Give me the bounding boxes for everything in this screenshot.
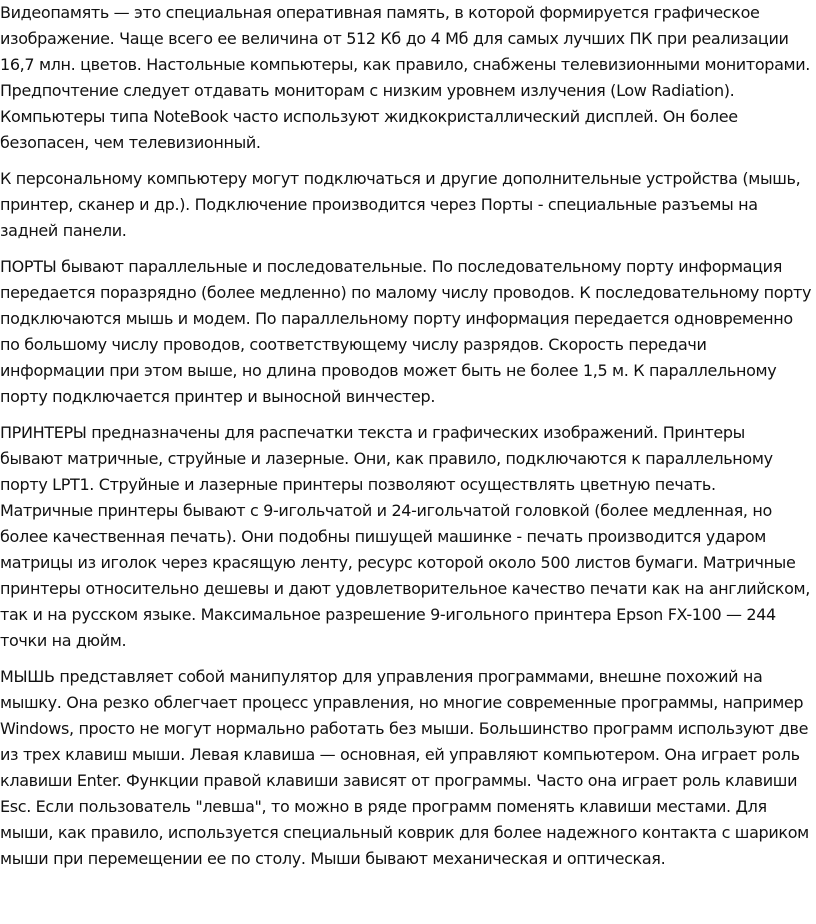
paragraph-mouse: МЫШЬ представляет собой манипулятор для управления программами, внешне похожий на мышку. Она резко облегчает процесс управления, но многие современные программы, например Windows, просто не могут нормально работать без мыши. Большинство программ используют две из трех клавиш мыши. Левая клавиша — основная, ей управляют компьютером. Она играет роль клавиши Enter. Функции правой клавиши зависят от программы. Часто она играет роль клавиши Esc. Если пользователь "левша", то можно в ряде программ поменять клавиши местами. Для мыши, как правило, используется специальный коврик для более надежного контакта с шариком мыши при перемещении ее по столу. Мыши бывают механическая и оптическая. — [0, 667, 809, 868]
paragraph-video-memory: Видеопамять — это специальная оперативная память, в которой формируется графическое изображение. Чаще всего ее величина от 512 Кб до 4 Мб для самых лучших ПК при реализации 16,7 млн. цветов. Настольные компьютеры, как правило, снабжены телевизионными мониторами. Предпочтение следует отдавать мониторам с низким уровнем излучения (Low Radiation). Компьютеры типа NoteBook часто используют жидкокристаллический дисплей. Он более безопасен, чем телевизионный. — [0, 3, 811, 152]
paragraph-peripherals: К персональному компьютеру могут подключаться и другие дополнительные устройства (мышь, принтер, сканер и др.). Подключение производится через Порты - специальные разъемы на задней панели. — [0, 169, 801, 240]
paragraph-printers: ПРИНТЕРЫ предназначены для распечатки текста и графических изображений. Принтеры бывают матричные, струйные и лазерные. Они, как правило, подключаются к параллельному порту LPT1. Струйные и лазерные принтеры позволяют осуществлять цветную печать. Матричные принтеры бывают с 9-игольчатой и 24-игольчатой головкой (более медленная, но более качественная печать). Они подобны пишущей машинке - печать производится ударом матрицы из иголок через красящую ленту, ресурс которой около 500 листов бумаги. Матричные принтеры относительно дешевы и дают удовлетворительное качество печати как на английском, так и на русском языке. Максимальное разрешение 9-игольного принтера Epson FX-100 — 244 точки на дюйм. — [0, 423, 810, 650]
paragraph-ports: ПОРТЫ бывают параллельные и последовательные. По последовательному порту информация передается поразрядно (более медленно) по малому числу проводов. К последовательному порту подключаются мышь и модем. По параллельному порту информация передается одновременно по большому числу проводов, соответствующему числу разрядов. Скорость передачи информации при этом выше, но длина проводов может быть не более 1,5 м. К параллельному порту подключается принтер и выносной винчестер. — [0, 257, 812, 406]
